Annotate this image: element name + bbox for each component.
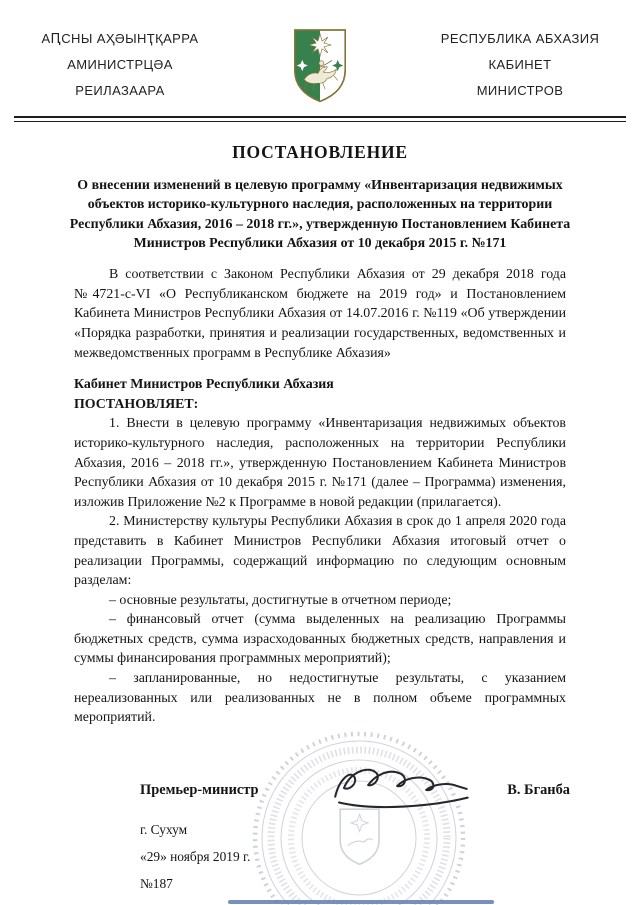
resolution-subitem-2: – финансовый отчет (сумма выделенных на реализацию Программы бюджетных средств, сумма израсходованных бюджетных средств, направления и суммы финансирования программных мероприятий); [74, 612, 566, 667]
signer-name: В. Бганба [507, 782, 570, 798]
letterhead-abkhaz-line: АԤСНЫ АҲӘЫНҬҚАРРА [41, 31, 199, 46]
footer-number: №187 [140, 876, 173, 891]
footer-place: г. Сухум [140, 822, 188, 837]
issuing-body-line: Кабинет Министров Республики Абхазия [74, 377, 334, 393]
signature-block [140, 782, 570, 799]
footer-block [140, 816, 250, 897]
signer-role: Премьер-министр [140, 782, 259, 798]
letterhead-russian-line: МИНИСТРОВ [476, 83, 564, 98]
signature-scribble-icon [325, 758, 475, 816]
resolution-item-2: 2. Министерству культуры Республики Абхазия в срок до 1 апреля 2020 года представить в Кабинет Министров Республики Абхазия итоговый отчет о реализации Программы, содержащий информацию по следующим основным разделам: [74, 514, 566, 589]
resolution-keyword: ПОСТАНОВЛЯЕТ: [74, 396, 199, 412]
letterhead-abkhaz [14, 26, 226, 104]
double-rule-divider [14, 116, 626, 122]
letterhead [0, 0, 640, 104]
resolution-subitem-1: – основные результаты, достигнутые в отчетном периоде; [109, 592, 452, 608]
coat-of-arms-icon [292, 27, 348, 104]
letterhead-russian-line: КАБИНЕТ [488, 57, 552, 72]
document-body [0, 265, 640, 728]
preamble-paragraph: В соответствии с Законом Республики Абхазия от 29 декабря 2018 года №4721-с-VI «О Республиканском бюджете на 2019 год» и Постановлением Кабинета Министров Республики Абхазия от 14.07.2016 г. №119 «Об утверждении «Порядка разработки, принятия и реализации государственных, ведомственных и межведомственных программ в Республике Абхазия» [74, 267, 566, 361]
resolution-subitem-3: – запланированные, но недостигнутые результаты, с указанием нереализованных или реализованных не в полном объеме программных мероприятий. [74, 671, 566, 726]
footer-date: «29» ноября 2019 г. [140, 849, 251, 864]
scan-artifact-line [228, 900, 494, 904]
letterhead-abkhaz-line: АМИНИСТРЦӘА [67, 57, 173, 72]
letterhead-russian [414, 26, 626, 104]
document-title: ПОСТАНОВЛЕНИЕ [232, 142, 408, 162]
resolution-item-1: 1. Внести в целевую программу «Инвентаризация недвижимых объектов историко-культурного наследия, расположенных на территории Республики Абхазия, 2016 – 2018 гг.», утвержденную Постановлением Кабинета Министров Республики Абхазия от 10 декабря 2015 г. №171 (далее – Программа) изменения, изложив Приложение №2 к Программе в новой редакции (прилагается). [74, 416, 566, 510]
coat-of-arms-wrap [280, 27, 360, 104]
letterhead-abkhaz-line: РЕИЛАЗААРА [75, 83, 165, 98]
letterhead-russian-line: РЕСПУБЛИКА АБХАЗИЯ [440, 31, 600, 46]
document-subject: О внесении изменений в целевую программу «Инвентаризация недвижимых объектов историко-культурного наследия, расположенных на территории Республики Абхазия, 2016 – 2018 гг.», утвержденную Постановлением Кабинета Министров Республики Абхазия от 10 декабря 2015 г. №171 [69, 178, 571, 251]
